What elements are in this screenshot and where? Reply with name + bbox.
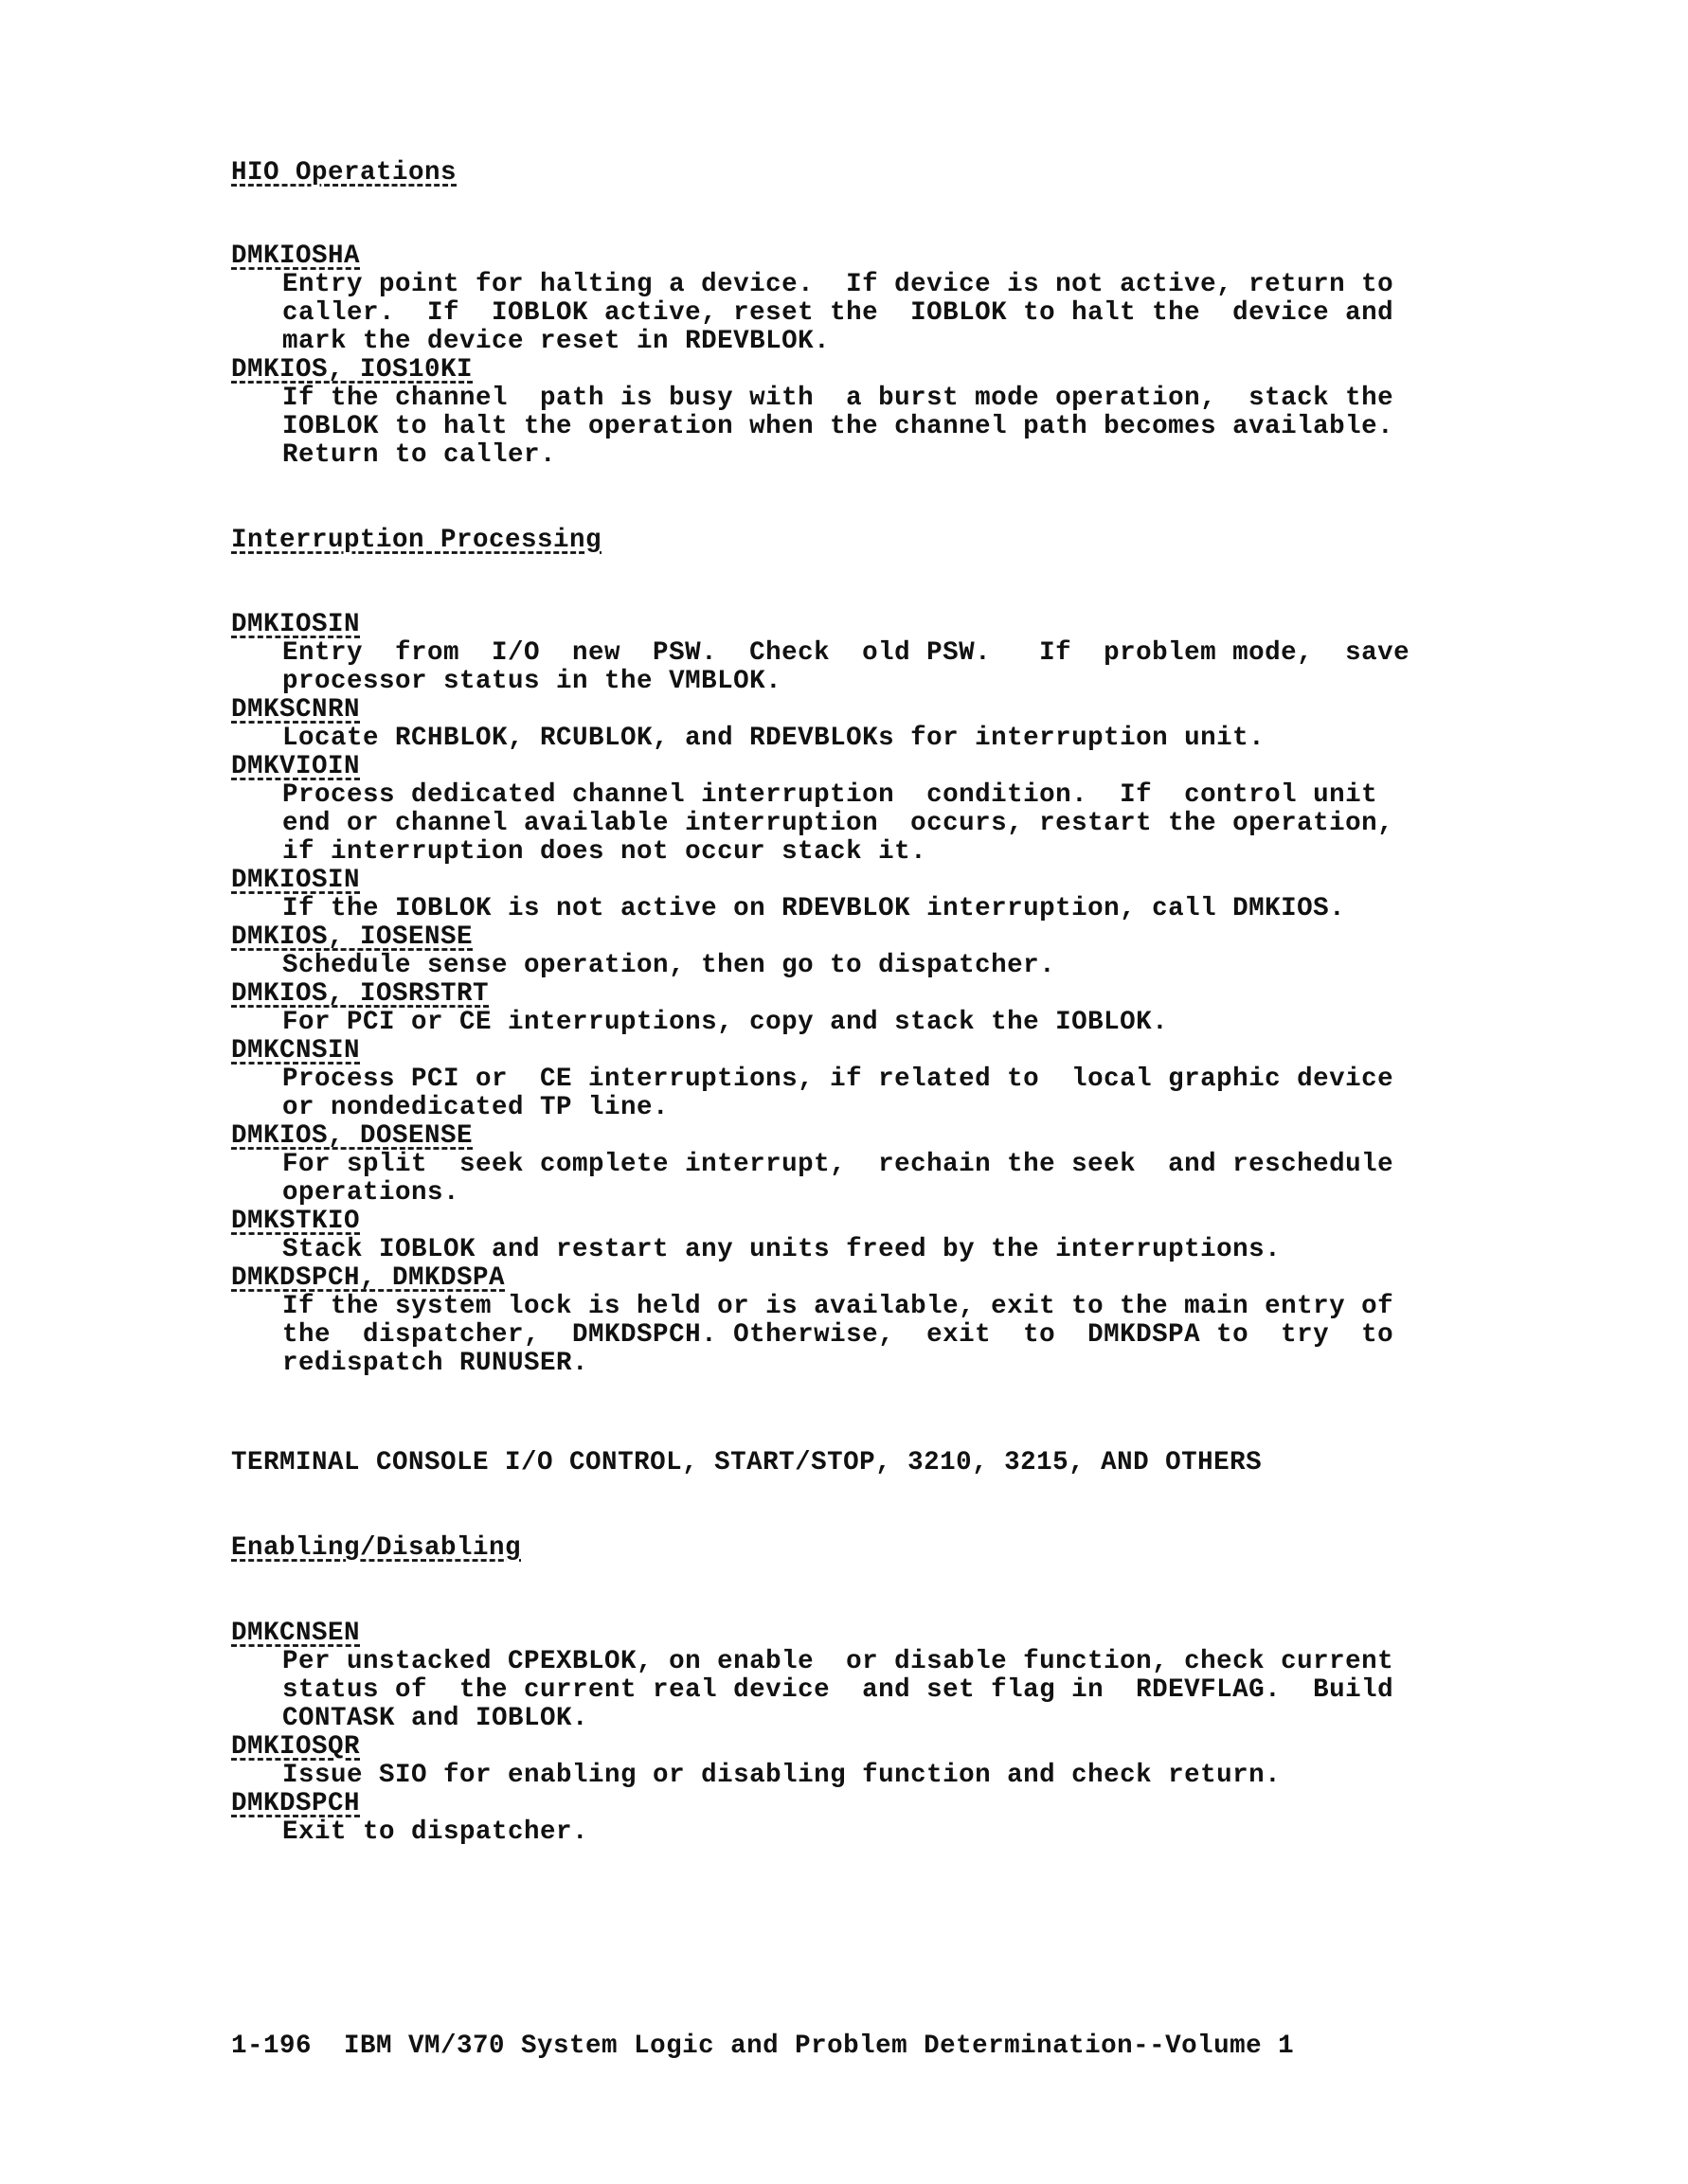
page-footer: 1-196 IBM VM/370 System Logic and Problem Determination--Volume 1	[231, 2032, 1295, 2061]
entry-label: DMKIOS, IOS10KI	[231, 355, 474, 385]
entry-text: the dispatcher, DMKDSPCH. Otherwise, exit to DMKDSPA to try to	[282, 1320, 1394, 1350]
entry-text: If the IOBLOK is not active on RDEVBLOK interruption, call DMKIOS.	[282, 894, 1346, 923]
entry-text: if interruption does not occur stack it.	[282, 837, 927, 867]
entry-text: For split seek complete interrupt, rechain the seek and reschedule	[282, 1150, 1394, 1179]
entry-text: Entry from I/O new PSW. Check old PSW. If problem mode, save	[282, 638, 1410, 668]
entry-text: Process PCI or CE interruptions, if related to local graphic device	[282, 1065, 1394, 1094]
entry-label: DMKVIOIN	[231, 752, 361, 781]
entry-label: DMKIOS, IOSRSTRT	[231, 979, 490, 1009]
entry-text: operations.	[282, 1178, 460, 1208]
section-title-interruption: Interruption Processing	[231, 526, 602, 555]
entry-label: DMKSCNRN	[231, 695, 361, 725]
entry-text: Entry point for halting a device. If device is not active, return to	[282, 270, 1394, 299]
entry-text: IOBLOK to halt the operation when the channel path becomes available.	[282, 412, 1394, 441]
entry-text: Locate RCHBLOK, RCUBLOK, and RDEVBLOKs for interruption unit.	[282, 724, 1266, 753]
entry-label: DMKIOSIN	[231, 610, 361, 639]
entry-text: Stack IOBLOK and restart any units freed by the interruptions.	[282, 1235, 1282, 1264]
entry-label: DMKCNSEN	[231, 1619, 361, 1648]
entry-text: Process dedicated channel interruption condition. If control unit	[282, 780, 1378, 810]
entry-label: DMKSTKIO	[231, 1207, 361, 1236]
entry-label: DMKIOS, DOSENSE	[231, 1121, 474, 1151]
entry-text: status of the current real device and set flag in RDEVFLAG. Build	[282, 1675, 1394, 1705]
entry-text: Per unstacked CPEXBLOK, on enable or disable function, check current	[282, 1647, 1394, 1676]
entry-text: or nondedicated TP line.	[282, 1093, 670, 1122]
entry-label: DMKIOS, IOSENSE	[231, 922, 474, 952]
entry-text: mark the device reset in RDEVBLOK.	[282, 327, 831, 356]
entry-text: CONTASK and IOBLOK.	[282, 1704, 589, 1733]
entry-label: DMKDSPCH	[231, 1789, 361, 1818]
entry-text: If the channel path is busy with a burst mode operation, stack the	[282, 384, 1394, 413]
entry-text: Issue SIO for enabling or disabling function and check return.	[282, 1761, 1282, 1790]
entry-text: For PCI or CE interruptions, copy and stack the IOBLOK.	[282, 1008, 1169, 1037]
entry-text: Schedule sense operation, then go to dispatcher.	[282, 951, 1056, 980]
entry-text: Exit to dispatcher.	[282, 1817, 589, 1847]
entry-label: DMKCNSIN	[231, 1036, 361, 1065]
entry-text: redispatch RUNUSER.	[282, 1349, 589, 1378]
entry-text: caller. If IOBLOK active, reset the IOBLOK to halt the device and	[282, 298, 1394, 328]
section-title-enabling: Enabling/Disabling	[231, 1533, 522, 1563]
entry-text: If the system lock is held or is available, exit to the main entry of	[282, 1292, 1394, 1321]
entry-text: end or channel available interruption occurs, restart the operation,	[282, 809, 1394, 838]
entry-text: processor status in the VMBLOK.	[282, 667, 782, 696]
entry-label: DMKIOSHA	[231, 242, 361, 271]
entry-label: DMKDSPCH, DMKDSPA	[231, 1263, 506, 1293]
entry-label: DMKIOSQR	[231, 1732, 361, 1762]
terminal-console-heading: TERMINAL CONSOLE I/O CONTROL, START/STOP, 3210, 3215, AND OTHERS	[231, 1448, 1263, 1477]
section-title-hio: HIO Operations	[231, 158, 458, 188]
entry-label: DMKIOSIN	[231, 866, 361, 895]
entry-text: Return to caller.	[282, 440, 557, 470]
